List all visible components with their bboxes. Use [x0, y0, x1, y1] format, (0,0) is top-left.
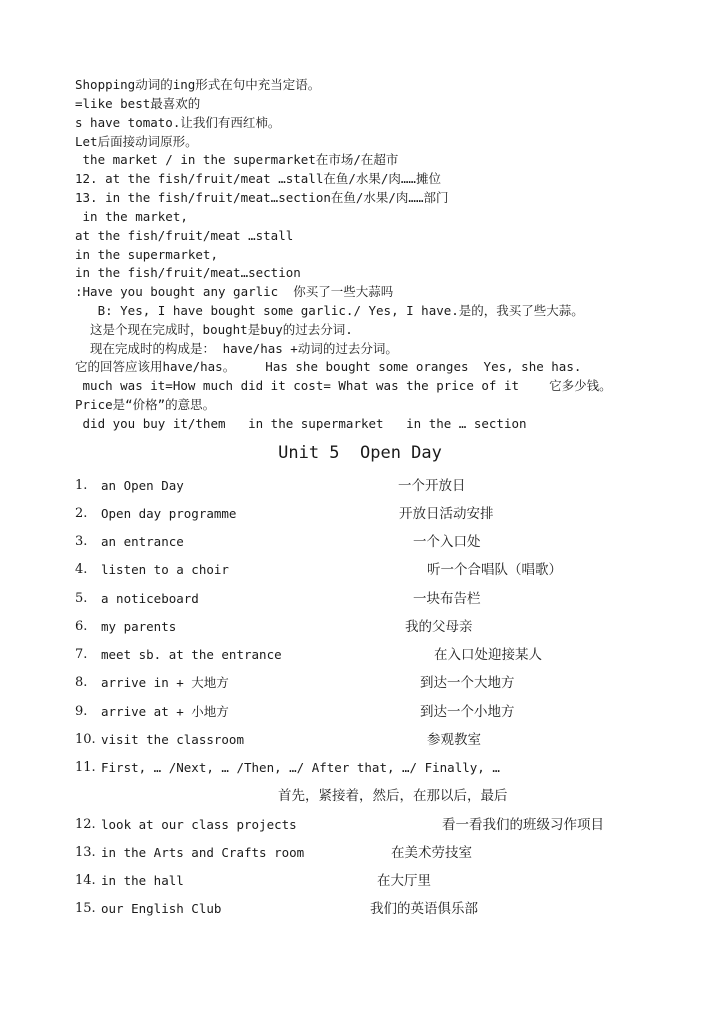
- vocab-chinese: 到达一个大地方: [420, 675, 515, 691]
- vocab-item: [75, 899, 675, 919]
- note-line: much was it=How much did it cost= What was the price of it 它多少钱。: [75, 378, 612, 393]
- vocab-number: 6.: [75, 619, 88, 634]
- vocab-english: listen to a choir: [101, 562, 229, 577]
- vocab-number: 8.: [75, 675, 88, 690]
- vocab-item-11-translation: 首先，紧接着，然后，在那以后，最后: [278, 788, 508, 804]
- vocab-item: [75, 589, 675, 609]
- vocab-english: in the hall: [101, 873, 184, 888]
- vocab-item: [75, 645, 675, 665]
- vocab-item: [75, 560, 675, 580]
- vocab-number: 7.: [75, 647, 88, 662]
- vocab-number: 5.: [75, 591, 88, 606]
- vocab-chinese: 在入口处迎接某人: [434, 647, 542, 663]
- note-line: 它的回答应该用have/has。 Has she bought some oranges Yes, she has.: [75, 359, 582, 374]
- note-line: Price是“价格”的意思。: [75, 397, 216, 412]
- vocab-number: 4.: [75, 562, 88, 577]
- note-line: :Have you bought any garlic 你买了一些大蒜吗: [75, 284, 394, 299]
- vocab-item: [75, 476, 675, 496]
- vocab-chinese: 我们的英语俱乐部: [370, 901, 478, 917]
- vocab-item: [75, 843, 675, 863]
- vocab-item: [75, 758, 675, 778]
- vocab-english: look at our class projects: [101, 817, 297, 832]
- vocab-item: [75, 702, 675, 722]
- vocab-english: Open day programme: [101, 506, 237, 521]
- note-line: in the supermarket,: [75, 247, 218, 262]
- note-line: did you buy it/them in the supermarket in the … section: [75, 416, 527, 431]
- note-line: in the market,: [75, 209, 188, 224]
- vocab-chinese: 到达一个小地方: [420, 704, 515, 720]
- vocab-english: our English Club: [101, 901, 222, 916]
- vocab-english: a noticeboard: [101, 591, 199, 606]
- note-line: 现在完成时的构成是： have/has +动词的过去分词。: [75, 341, 398, 356]
- vocab-english: meet sb. at the entrance: [101, 647, 282, 662]
- note-line: B: Yes, I have bought some garlic./ Yes, I have.是的，我买了些大蒜。: [75, 303, 584, 318]
- vocab-chinese: 一个开放日: [398, 478, 466, 494]
- vocab-number: 9.: [75, 704, 88, 719]
- vocab-chinese: 听一个合唱队（唱歌）: [427, 562, 562, 578]
- vocab-english: First, … /Next, … /Then, …/ After that, …/ Finally, …: [101, 760, 500, 775]
- vocab-number: 10.: [75, 732, 96, 747]
- vocab-english: visit the classroom: [101, 732, 244, 747]
- vocab-number: 2.: [75, 506, 88, 521]
- vocab-chinese: 看一看我们的班级习作项目: [442, 817, 604, 833]
- note-line: 13. in the fish/fruit/meat…section在鱼/水果/肉……部门: [75, 190, 449, 205]
- vocab-number: 13.: [75, 845, 96, 860]
- note-line: =like best最喜欢的: [75, 96, 201, 111]
- vocab-number: 11.: [75, 760, 96, 775]
- vocab-english: my parents: [101, 619, 177, 634]
- vocab-english: in the Arts and Crafts room: [101, 845, 305, 860]
- vocab-item: [75, 673, 675, 693]
- vocab-chinese: 开放日活动安排: [399, 506, 494, 522]
- note-line: at the fish/fruit/meat …stall: [75, 228, 294, 243]
- vocab-item: [75, 815, 675, 835]
- vocab-number: 15.: [75, 901, 96, 916]
- vocab-number: 12.: [75, 817, 96, 832]
- vocab-item: [75, 532, 675, 552]
- vocab-english: an entrance: [101, 534, 184, 549]
- note-line: in the fish/fruit/meat…section: [75, 265, 301, 280]
- note-line: 这是个现在完成时，bought是buy的过去分词.: [75, 322, 353, 337]
- vocab-item: [75, 504, 675, 524]
- note-line: Shopping动词的ing形式在句中充当定语。: [75, 77, 321, 92]
- note-line: 12. at the fish/fruit/meat …stall在鱼/水果/肉……摊位: [75, 171, 441, 186]
- vocab-item: [75, 871, 675, 891]
- vocab-number: 1.: [75, 478, 88, 493]
- unit-title: Unit 5 Open Day: [278, 443, 442, 463]
- vocab-number: 14.: [75, 873, 96, 888]
- note-line: s have tomato.让我们有西红柿。: [75, 115, 281, 130]
- vocab-english: an Open Day: [101, 478, 184, 493]
- vocab-item: [75, 730, 675, 750]
- vocab-english: arrive at + 小地方: [101, 704, 229, 719]
- vocab-english: arrive in + 大地方: [101, 675, 229, 690]
- vocab-chinese: 参观教室: [427, 732, 481, 748]
- note-line: Let后面接动词原形。: [75, 134, 198, 149]
- vocab-chinese: 在美术劳技室: [391, 845, 472, 861]
- vocab-chinese: 一块布告栏: [413, 591, 481, 607]
- vocab-chinese: 在大厅里: [377, 873, 431, 889]
- vocab-chinese: 我的父母亲: [405, 619, 473, 635]
- note-line: the market / in the supermarket在市场/在超市: [75, 152, 399, 167]
- vocab-number: 3.: [75, 534, 88, 549]
- vocab-chinese: 一个入口处: [413, 534, 481, 550]
- vocab-item: [75, 617, 675, 637]
